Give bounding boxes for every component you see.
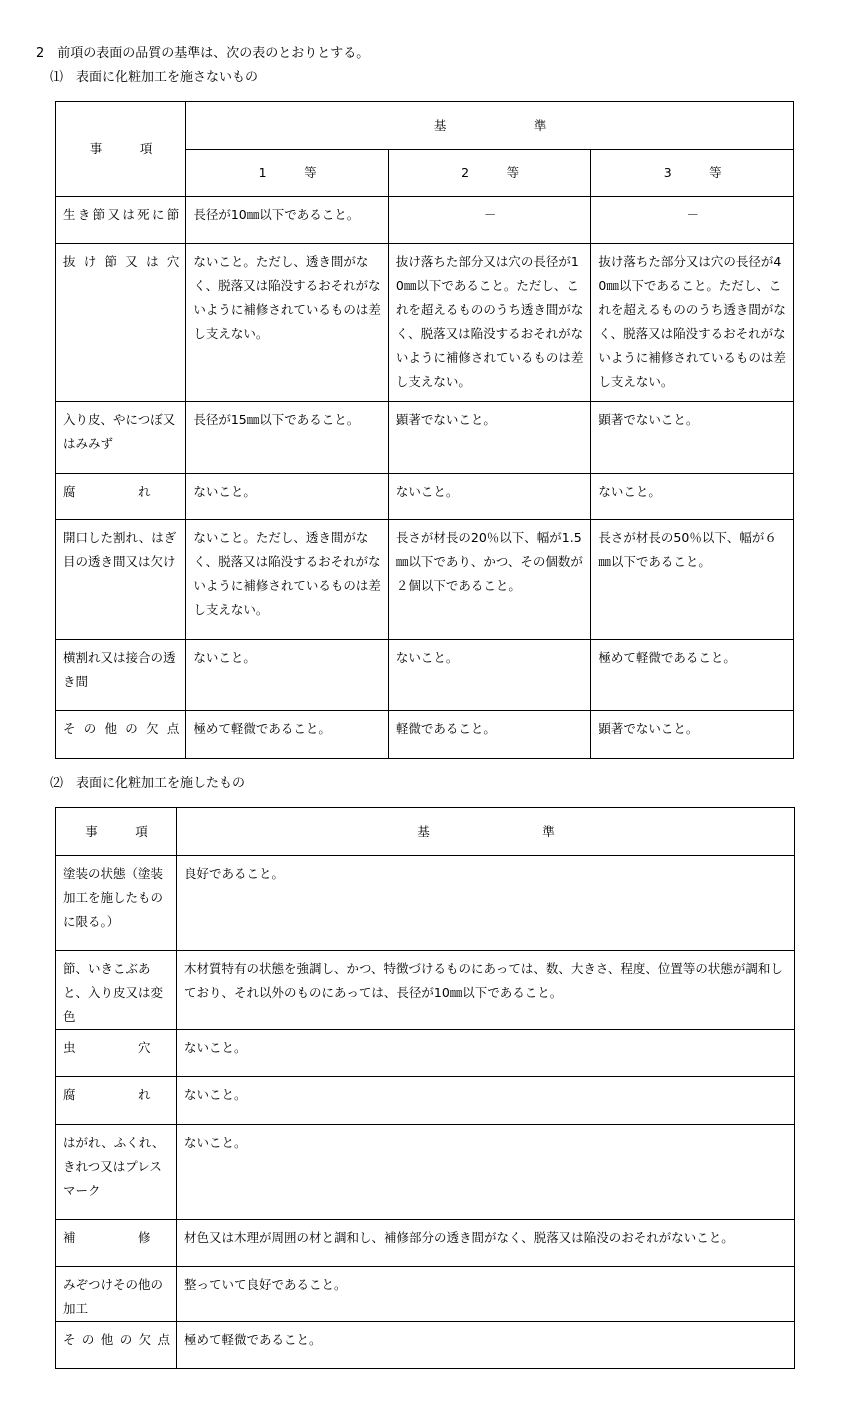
cell-grade-1: 極めて軽微であること。 bbox=[186, 711, 389, 759]
row-item: 腐 れ bbox=[56, 1077, 177, 1125]
cell-grade-2: 顕著でないこと。 bbox=[388, 402, 591, 474]
row-item: 生き節又は死に節 bbox=[56, 197, 186, 244]
cell-grade-1: ないこと。ただし、透き間がなく、脱落又は陥没するおそれがないように補修されているものは差し支えない。 bbox=[186, 520, 389, 640]
cell-grade-3: 顕著でないこと。 bbox=[591, 402, 794, 474]
header-grade-3: 3 等 bbox=[591, 150, 794, 197]
table-row bbox=[56, 711, 794, 759]
cell-grade-2: ないこと。 bbox=[388, 640, 591, 711]
row-item: 腐 れ bbox=[56, 474, 186, 520]
row-item: 補 修 bbox=[56, 1220, 177, 1267]
subheading-no-finish: ⑴ 表面に化粧加工を施さないもの bbox=[50, 70, 259, 85]
cell-standard: ないこと。 bbox=[177, 1077, 795, 1125]
cell-grade-1: 長径が15㎜以下であること。 bbox=[186, 402, 389, 474]
cell-standard: 良好であること。 bbox=[177, 856, 795, 951]
table-row bbox=[56, 474, 794, 520]
cell-grade-3: 極めて軽微であること。 bbox=[591, 640, 794, 711]
cell-grade-3: 抜け落ちた部分又は穴の長径が40㎜以下であること。ただし、これを超えるもののうち透き間がなく、脱落又は陥没するおそれがないように補修されているものは差し支えない。 bbox=[591, 244, 794, 402]
table-row bbox=[56, 951, 795, 1030]
row-item: 塗装の状態（塗装加工を施したものに限る。） bbox=[56, 856, 177, 951]
subheading-with-finish: ⑵ 表面に化粧加工を施したもの bbox=[50, 776, 246, 791]
cell-grade-3: 長さが材長の50％以下、幅が６㎜以下であること。 bbox=[591, 520, 794, 640]
table-row bbox=[56, 1322, 795, 1369]
cell-grade-1: ないこと。 bbox=[186, 640, 389, 711]
quality-table-unfinished bbox=[55, 101, 794, 759]
cell-standard: 整っていて良好であること。 bbox=[177, 1267, 795, 1322]
cell-grade-2: － bbox=[388, 197, 591, 244]
header-standard: 基 準 bbox=[186, 102, 794, 150]
cell-standard: 材色又は木理が周囲の材と調和し、補修部分の透き間がなく、脱落又は陥没のおそれがないこと。 bbox=[177, 1220, 795, 1267]
cell-grade-1: 長径が10㎜以下であること。 bbox=[186, 197, 389, 244]
quality-table-finished bbox=[55, 807, 795, 1369]
header-standard: 基 準 bbox=[177, 808, 795, 856]
cell-grade-1: ないこと。ただし、透き間がなく、脱落又は陥没するおそれがないように補修されているものは差し支えない。 bbox=[186, 244, 389, 402]
cell-standard: 木材質特有の状態を強調し、かつ、特徴づけるものにあっては、数、大きさ、程度、位置等の状態が調和しており、それ以外のものにあっては、長径が10㎜以下であること。 bbox=[177, 951, 795, 1030]
cell-grade-2: 抜け落ちた部分又は穴の長径が10㎜以下であること。ただし、これを超えるもののうち透き間がなく、脱落又は陥没するおそれがないように補修されているものは差し支えない。 bbox=[388, 244, 591, 402]
table-row bbox=[56, 640, 794, 711]
table-row bbox=[56, 1220, 795, 1267]
table-row bbox=[56, 1267, 795, 1322]
header-grade-2: 2 等 bbox=[388, 150, 591, 197]
cell-standard: 極めて軽微であること。 bbox=[177, 1322, 795, 1369]
table-row bbox=[56, 856, 795, 951]
row-item: みぞつけその他の加工 bbox=[56, 1267, 177, 1322]
table-row bbox=[56, 1125, 795, 1220]
table-row bbox=[56, 1077, 795, 1125]
table-row bbox=[56, 520, 794, 640]
header-item: 事 項 bbox=[56, 808, 177, 856]
row-item: 横割れ又は接合の透き間 bbox=[56, 640, 186, 711]
cell-grade-2: ないこと。 bbox=[388, 474, 591, 520]
row-item: 抜け節又は穴 bbox=[56, 244, 186, 402]
cell-grade-2: 長さが材長の20％以下、幅が1.5㎜以下であり、かつ、その個数が２個以下であること。 bbox=[388, 520, 591, 640]
cell-grade-3: ないこと。 bbox=[591, 474, 794, 520]
row-item: 虫 穴 bbox=[56, 1030, 177, 1077]
row-item: はがれ、ふくれ、きれつ又はプレスマーク bbox=[56, 1125, 177, 1220]
row-item: その他の欠点 bbox=[56, 1322, 177, 1369]
cell-grade-1: ないこと。 bbox=[186, 474, 389, 520]
row-item: 節、いきこぶあと、入り皮又は変色 bbox=[56, 951, 177, 1030]
table-row bbox=[56, 402, 794, 474]
cell-standard: ないこと。 bbox=[177, 1125, 795, 1220]
row-item: その他の欠点 bbox=[56, 711, 186, 759]
cell-grade-3: 顕著でないこと。 bbox=[591, 711, 794, 759]
table-row bbox=[56, 1030, 795, 1077]
cell-grade-3: － bbox=[591, 197, 794, 244]
table-row bbox=[56, 197, 794, 244]
row-item: 入り皮、やにつぼ又はみみず bbox=[56, 402, 186, 474]
header-grade-1: 1 等 bbox=[186, 150, 389, 197]
table-row bbox=[56, 244, 794, 402]
cell-grade-2: 軽微であること。 bbox=[388, 711, 591, 759]
cell-standard: ないこと。 bbox=[177, 1030, 795, 1077]
paragraph-heading: 2 前項の表面の品質の基準は、次の表のとおりとする。 bbox=[36, 46, 370, 61]
row-item: 開口した割れ、はぎ目の透き間又は欠け bbox=[56, 520, 186, 640]
header-item: 事 項 bbox=[56, 102, 186, 197]
